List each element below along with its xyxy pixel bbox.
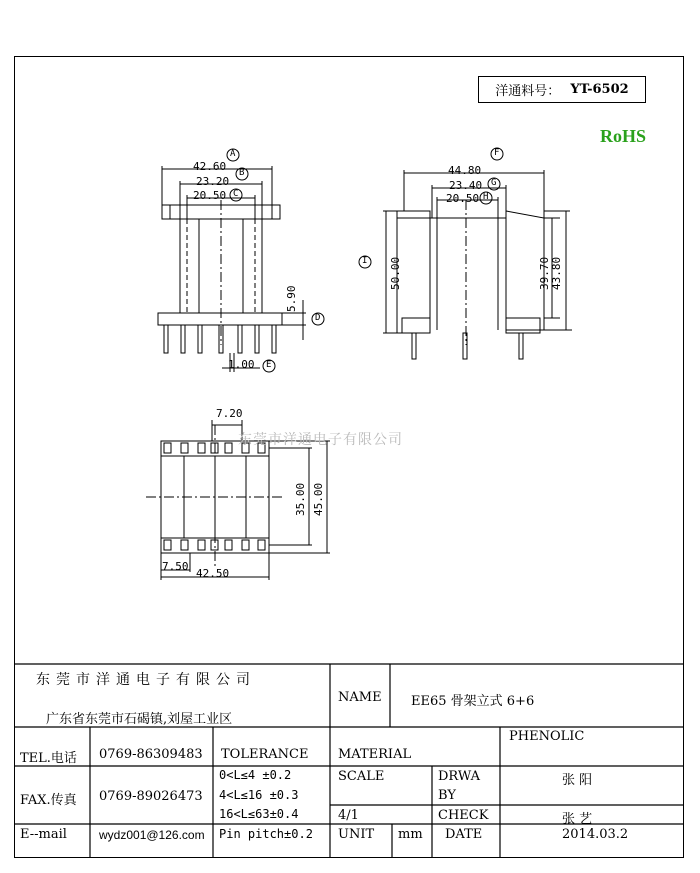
tolerance-3: 16<L≤63±0.4 <box>219 807 299 821</box>
fax-value: 0769-89026473 <box>99 789 203 804</box>
label-a: A <box>230 149 236 159</box>
scale-label: SCALE <box>338 769 385 784</box>
tolerance-1: 0<L≤4 ±0.2 <box>219 768 292 782</box>
tel-label: TEL.电话 <box>20 751 77 766</box>
label-g: G <box>491 178 497 188</box>
part-number: YT-6502 <box>570 82 629 97</box>
dim-front-a: 42.60 <box>193 160 227 173</box>
dim-side-g: 23.40 <box>449 179 483 192</box>
dim-side-h: 20.50 <box>446 192 480 205</box>
drawn-value: 张 阳 <box>562 773 593 788</box>
company-name: 东莞市洋通电子有限公司 <box>36 672 256 688</box>
email-value: wydz001@126.com <box>99 828 205 842</box>
tolerance-4: Pin pitch±0.2 <box>219 827 313 841</box>
dim-front-b: 23.20 <box>196 175 230 188</box>
tolerance-2: 4<L≤16 ±0.3 <box>219 788 299 802</box>
material-label: MATERIAL <box>338 747 412 762</box>
fax-label: FAX.传真 <box>20 793 77 808</box>
drawn-label-1: DRWA <box>438 769 481 784</box>
scale-value: 4/1 <box>338 808 359 823</box>
company-address: 广东省东莞市石碣镇,刘屋工业区 <box>46 712 233 727</box>
dim-side-j: 39.70 <box>538 256 551 290</box>
dim-side-f: 44.80 <box>448 164 482 177</box>
dim-side-i: 50.00 <box>389 256 402 290</box>
check-value: 张 艺 <box>562 812 593 827</box>
watermark: 东莞市洋通电子有限公司 <box>238 432 403 448</box>
label-d-letter: D <box>315 313 321 323</box>
drawn-label-2: BY <box>438 788 456 803</box>
date-value: 2014.03.2 <box>562 827 629 842</box>
dim-bottom-top: 7.20 <box>216 407 243 420</box>
label-b: B <box>239 168 245 178</box>
dim-front-c: 20.50 <box>193 189 227 202</box>
check-label: CHECK <box>438 808 489 823</box>
dim-side-k: 43.80 <box>550 256 563 290</box>
dim-bottom-bl: 7.50 <box>162 560 189 573</box>
unit-label: UNIT <box>338 827 375 842</box>
label-f: F <box>494 148 500 158</box>
dim-bottom-h2: 45.00 <box>312 482 325 516</box>
dim-bottom-h1: 35.00 <box>294 482 307 516</box>
dim-front-d: 5.90 <box>285 285 298 312</box>
tel-value: 0769-86309483 <box>99 747 203 762</box>
label-i: I <box>362 256 368 266</box>
material-value: PHENOLIC <box>509 729 585 744</box>
label-h: H <box>483 192 489 202</box>
dim-bottom-bw: 42.50 <box>196 567 230 580</box>
name-label: NAME <box>338 690 382 705</box>
name-value: EE65 骨架立式 6+6 <box>411 694 535 709</box>
label-c: C <box>233 189 239 199</box>
date-label: DATE <box>445 827 483 842</box>
dim-front-e: 1.00 <box>228 358 255 371</box>
unit-value: mm <box>398 827 423 842</box>
email-label: E--mail <box>20 827 67 842</box>
label-e: E <box>266 360 272 370</box>
rohs-mark: RoHS <box>600 126 647 146</box>
part-number-label: 洋通料号： <box>495 84 561 99</box>
tolerance-label: TOLERANCE <box>221 747 309 762</box>
